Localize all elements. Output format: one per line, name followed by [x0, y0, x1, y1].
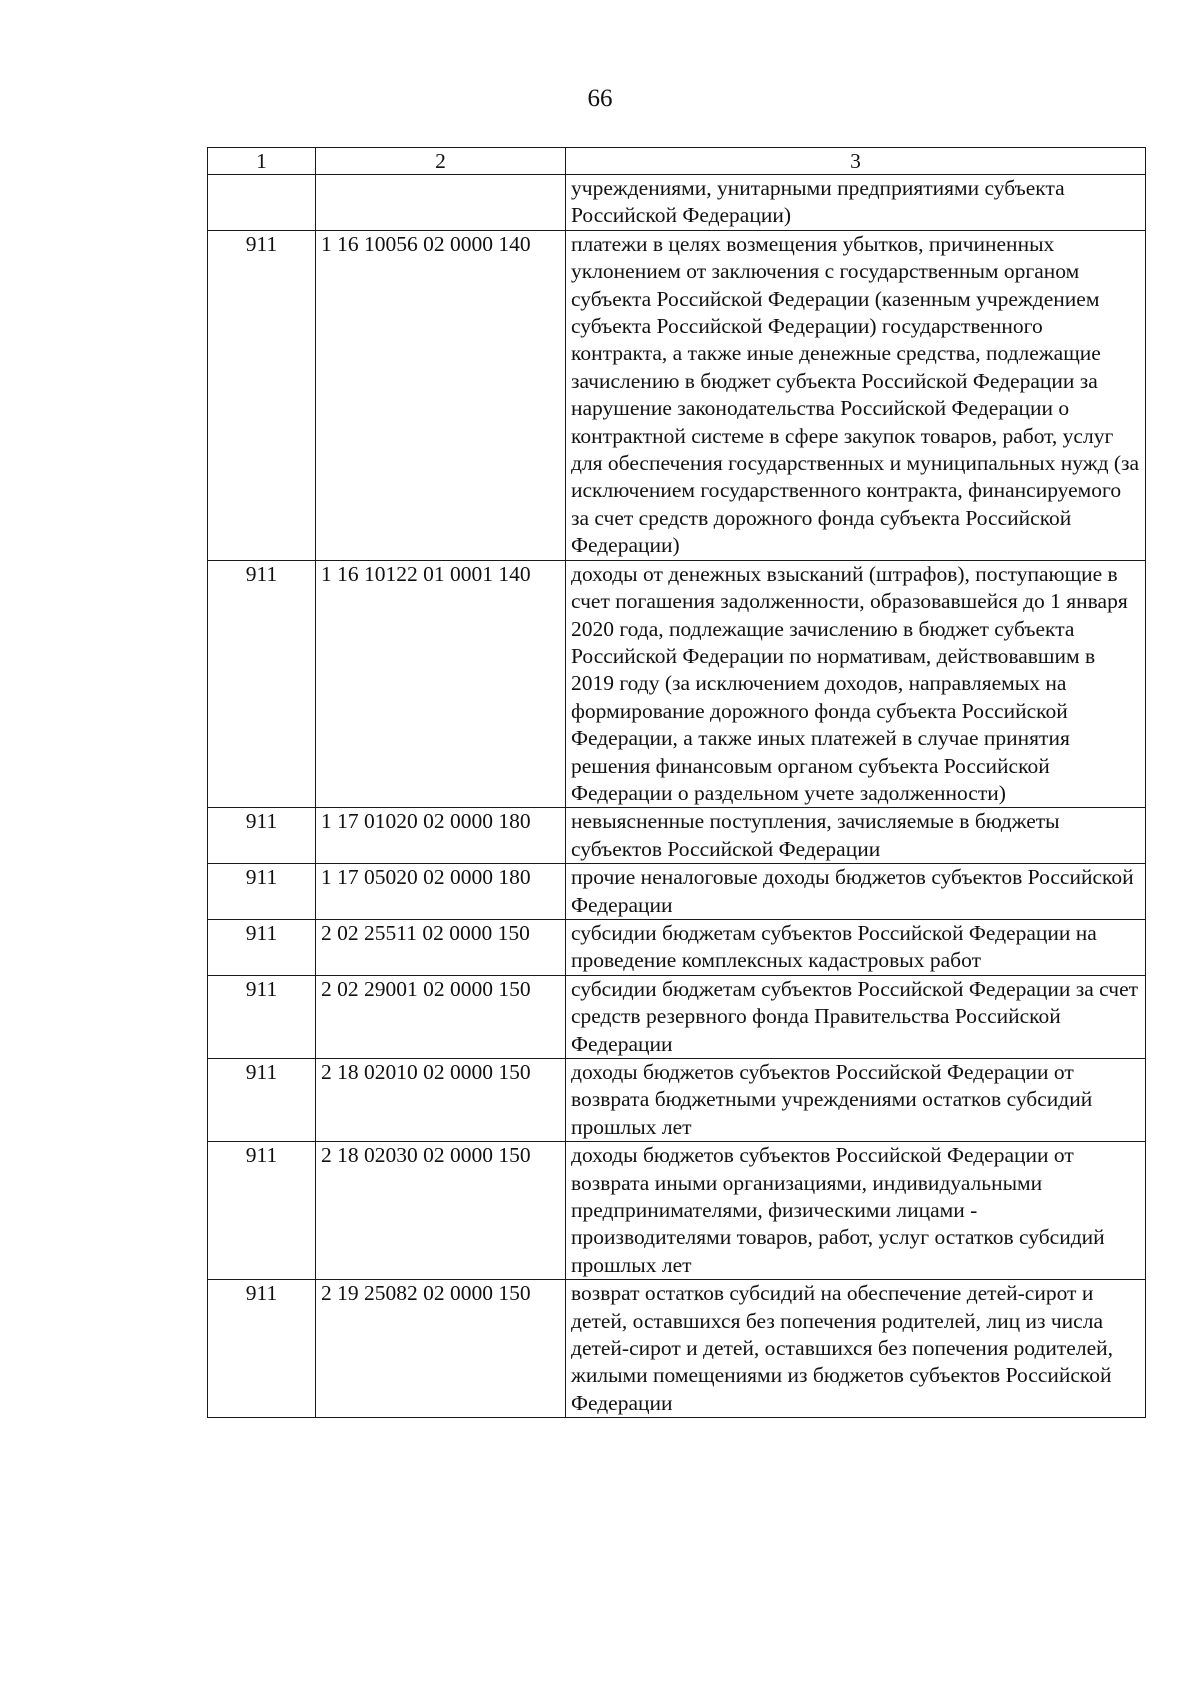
admin-code-cell: 911 [208, 1142, 316, 1280]
revenue-code-cell: 2 18 02010 02 0000 150 [316, 1059, 566, 1142]
table-row [208, 1059, 1146, 1142]
table-row [208, 808, 1146, 864]
revenue-name-cell: невыясненные поступления, зачисляемые в бюджеты субъектов Российской Федерации [566, 808, 1146, 864]
admin-code-cell: 911 [208, 919, 316, 975]
revenue-name-cell: возврат остатков субсидий на обеспечение детей-сирот и детей, оставшихся без попечения родителей, лиц из числа детей-сирот и детей, оставшихся без попечения родителей, жилыми помещениями из бюджетов субъектов Российской Федерации [566, 1280, 1146, 1418]
admin-code-cell: 911 [208, 864, 316, 920]
revenue-code-cell: 2 02 29001 02 0000 150 [316, 975, 566, 1058]
revenue-name-cell: прочие неналоговые доходы бюджетов субъектов Российской Федерации [566, 864, 1146, 920]
table-row [208, 1280, 1146, 1418]
admin-code-cell: 911 [208, 808, 316, 864]
revenue-name-cell: учреждениями, унитарными предприятиями субъекта Российской Федерации) [566, 175, 1146, 231]
table-row [208, 975, 1146, 1058]
admin-code-cell: 911 [208, 560, 316, 808]
table-body [208, 175, 1146, 1418]
budget-classification-table [207, 147, 1146, 1418]
revenue-code-cell [316, 175, 566, 231]
revenue-name-cell: доходы бюджетов субъектов Российской Федерации от возврата бюджетными учреждениями остатков субсидий прошлых лет [566, 1059, 1146, 1142]
revenue-name-cell: доходы от денежных взысканий (штрафов), поступающие в счет погашения задолженности, образовавшейся до 1 января 2020 года, подлежащие зачислению в бюджет субъекта Российской Федерации по нормативам, действовавшим в 2019 году (за исключением доходов, направляемых на формирование дорожного фонда субъекта Российской Федерации, а также иных платежей в случае принятия решения финансовым органом субъекта Российской Федерации о раздельном учете задолженности) [566, 560, 1146, 808]
revenue-name-cell: субсидии бюджетам субъектов Российской Федерации за счет средств резервного фонда Правительства Российской Федерации [566, 975, 1146, 1058]
revenue-code-cell: 2 19 25082 02 0000 150 [316, 1280, 566, 1418]
table-header [208, 148, 1146, 175]
column-header-2: 2 [316, 148, 566, 175]
admin-code-cell: 911 [208, 230, 316, 560]
revenue-code-cell: 1 17 05020 02 0000 180 [316, 864, 566, 920]
revenue-name-cell: субсидии бюджетам субъектов Российской Федерации на проведение комплексных кадастровых работ [566, 919, 1146, 975]
admin-code-cell: 911 [208, 1059, 316, 1142]
revenue-name-cell: доходы бюджетов субъектов Российской Федерации от возврата иными организациями, индивидуальными предпринимателями, физическими лицами - производителями товаров, работ, услуг остатков субсидий прошлых лет [566, 1142, 1146, 1280]
revenue-code-cell: 2 02 25511 02 0000 150 [316, 919, 566, 975]
revenue-name-cell: платежи в целях возмещения убытков, причиненных уклонением от заключения с государственным органом субъекта Российской Федерации (казенным учреждением субъекта Российской Федерации) государственного контракта, а также иные денежные средства, подлежащие зачислению в бюджет субъекта Российской Федерации за нарушение законодательства Российской Федерации о контрактной системе в сфере закупок товаров, работ, услуг для обеспечения государственных и муниципальных нужд (за исключением государственного контракта, финансируемого за счет средств дорожного фонда субъекта Российской Федерации) [566, 230, 1146, 560]
admin-code-cell [208, 175, 316, 231]
admin-code-cell: 911 [208, 1280, 316, 1418]
table-row [208, 230, 1146, 560]
revenue-code-cell: 1 17 01020 02 0000 180 [316, 808, 566, 864]
admin-code-cell: 911 [208, 975, 316, 1058]
column-header-1: 1 [208, 148, 316, 175]
table-row [208, 864, 1146, 920]
header-row [208, 148, 1146, 175]
page-number: 66 [587, 85, 613, 112]
table-row [208, 560, 1146, 808]
table-row [208, 1142, 1146, 1280]
table-row [208, 919, 1146, 975]
revenue-code-cell: 1 16 10056 02 0000 140 [316, 230, 566, 560]
revenue-code-cell: 2 18 02030 02 0000 150 [316, 1142, 566, 1280]
table-row [208, 175, 1146, 231]
column-header-3: 3 [566, 148, 1146, 175]
revenue-code-cell: 1 16 10122 01 0001 140 [316, 560, 566, 808]
